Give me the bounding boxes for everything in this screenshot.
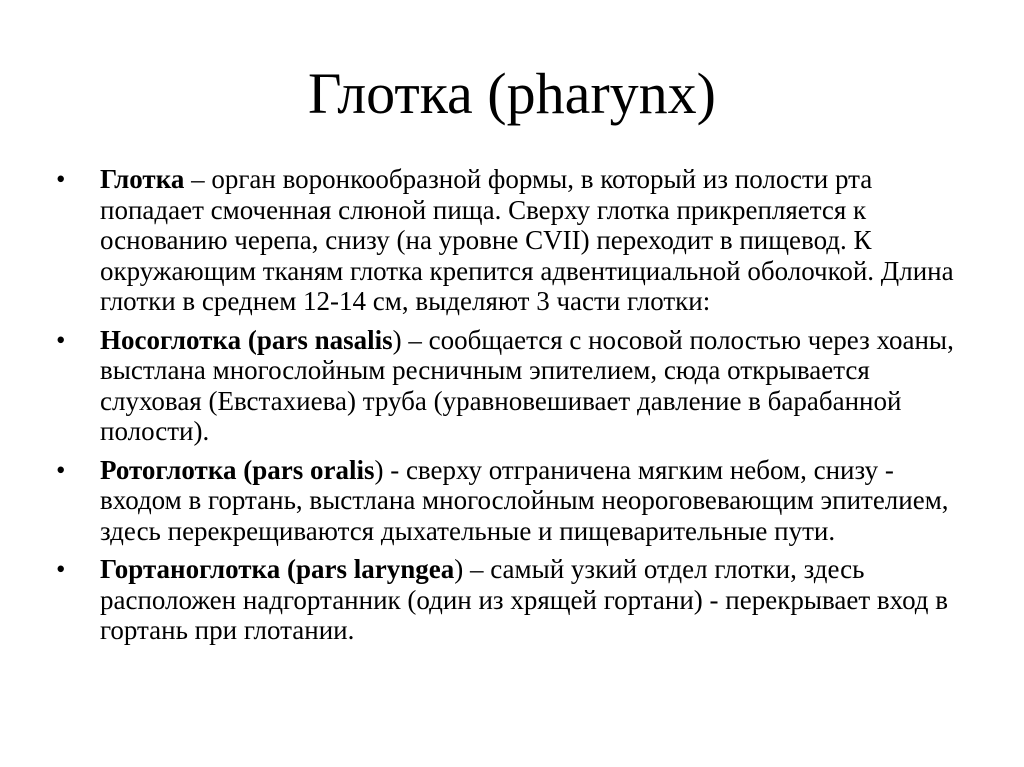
bullet-marker: • — [56, 454, 66, 485]
bullet-term: Гортаноглотка (pars laryngea — [100, 554, 455, 584]
bullet-term: Глотка — [100, 164, 185, 194]
bullet-marker: • — [56, 324, 66, 355]
bullet-item-pharynx — [56, 164, 976, 317]
bullet-term: Носоглотка (pars nasalis — [100, 324, 393, 355]
bullet-text: ) - сверху отграничена мягким небом, снизу - входом в гортань, выстлана многослойным неороговевающим эпителием, здесь перекрещиваются дыхательные и пищеварительные пути. — [100, 454, 949, 546]
bullet-term: Ротоглотка (pars oralis — [100, 454, 375, 485]
slide-title: Глотка (pharynx) — [308, 61, 716, 126]
bullet-item-nasopharynx — [56, 325, 976, 447]
bullet-list — [56, 164, 976, 654]
bullet-item-laryngopharynx — [56, 554, 976, 646]
bullet-text: ) – самый узкий отдел глотки, здесь расположен надгортанник (один из хрящей гортани) - перекрывает вход в гортань при глотании. — [100, 554, 949, 645]
bullet-text: – орган воронкообразной формы, в который из полости рта попадает смоченная слюной пища. Сверху глотка прикрепляется к основанию черепа, снизу (на уровне CVII) переходит в пищевод. К окружающим тканям глотка крепится адвентициальной оболочкой. Длина глотки в среднем 12-14 см, выделяют 3 части глотки: — [100, 164, 954, 316]
bullet-marker: • — [56, 554, 66, 584]
bullet-item-oropharynx — [56, 455, 976, 547]
bullet-text: ) – сообщается с носовой полостью через хоаны, выстлана многослойным ресничным эпителием, сюда открывается слуховая (Евстахиева) труба (уравновешивает давление в барабанной полости). — [100, 324, 954, 446]
bullet-marker: • — [56, 164, 66, 194]
